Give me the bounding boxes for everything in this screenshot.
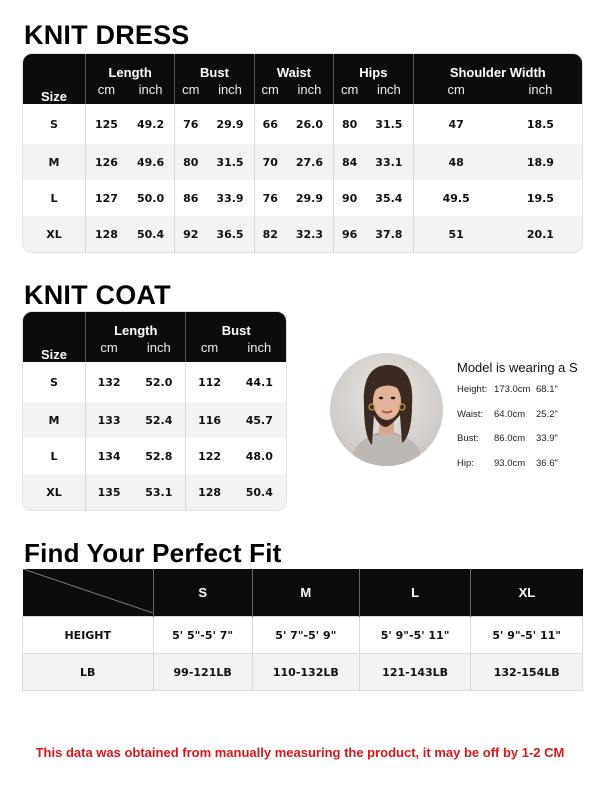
measure-cell: 134: [85, 438, 132, 474]
measure-cell: 76: [174, 104, 206, 144]
model-title: Model is wearing a S: [457, 360, 578, 375]
unit-cm: cm: [413, 80, 499, 104]
unit-inch: inch: [127, 80, 174, 104]
fit-cell: 5' 5"-5' 7": [153, 617, 252, 654]
measure-cell: 112: [185, 362, 232, 402]
model-info: [457, 360, 597, 482]
dress-title: KNIT DRESS: [24, 20, 190, 50]
measure-cell: 18.9: [499, 144, 582, 180]
unit-cm: cm: [85, 338, 132, 362]
model-inch: 36.6": [536, 457, 558, 469]
measure-cell: 127: [85, 180, 127, 216]
fit-corner-cell: [23, 569, 154, 617]
measure-cell: 126: [85, 144, 127, 180]
unit-inch: inch: [206, 80, 253, 104]
measurement-disclaimer: This data was obtained from manually measuring the product, it may be off by 1-2 CM: [35, 745, 565, 760]
measure-cell: 37.8: [365, 216, 412, 252]
measure-cell: 44.1: [245, 375, 273, 389]
table-row: [23, 144, 582, 180]
fit-row-height: [23, 617, 583, 654]
measure-cell: 52.4: [132, 402, 185, 438]
measure-cell: 19.5: [526, 191, 554, 205]
model-hip-row: [457, 458, 597, 483]
model-inch: 25.2": [536, 408, 558, 420]
fit-cell: 5' 7"-5' 9": [252, 617, 359, 654]
measure-cell: 92: [174, 216, 206, 252]
measure-cell: 33.9: [216, 191, 244, 205]
measure-cell: 132: [85, 362, 132, 402]
model-inch: 68.1": [536, 384, 558, 395]
size-cell: XL: [23, 474, 85, 510]
measure-cell: 49.2: [136, 117, 165, 131]
fit-size-s: S: [153, 569, 252, 617]
length-header: Length: [85, 54, 174, 80]
fit-row-weight: [23, 654, 583, 691]
unit-inch: inch: [286, 80, 333, 104]
model-label: Height:: [457, 384, 488, 395]
fit-size-xl: XL: [471, 569, 583, 617]
table-row: [23, 216, 582, 252]
measure-cell: 51: [413, 216, 499, 252]
fit-size-l: L: [359, 569, 471, 617]
measure-cell: 53.1: [132, 474, 185, 510]
model-height-row: [457, 384, 597, 409]
measure-cell: 135: [85, 474, 132, 510]
measure-cell: 50.0: [136, 191, 165, 205]
fit-cell: 110-132LB: [252, 654, 359, 691]
measure-cell: 33.1: [365, 144, 412, 180]
dress-size-table: [22, 53, 583, 253]
table-row: [23, 362, 286, 402]
unit-cm: cm: [174, 80, 206, 104]
fit-cell: 99-121LB: [153, 654, 252, 691]
measure-cell: 80: [333, 104, 365, 144]
fit-row-label: HEIGHT: [23, 617, 154, 654]
unit-inch: inch: [233, 338, 286, 362]
model-cm: 93.0cm: [494, 457, 526, 469]
measure-cell: 52.0: [145, 375, 173, 389]
measure-cell: 48.0: [245, 449, 273, 463]
table-row: [23, 474, 286, 510]
unit-cm: cm: [185, 338, 232, 362]
size-cell: S: [50, 375, 58, 389]
bust-header: Bust: [185, 312, 286, 338]
fit-title: Find Your Perfect Fit: [24, 538, 282, 568]
model-photo: [330, 353, 443, 466]
measure-cell: 36.5: [206, 216, 253, 252]
measure-cell: 29.9: [295, 191, 323, 205]
diagonal-divider-icon: [23, 569, 153, 613]
measure-cell: 76: [254, 180, 286, 216]
measure-cell: 128: [85, 216, 127, 252]
size-cell: S: [50, 117, 58, 131]
measure-cell: 50.4: [233, 474, 286, 510]
measure-cell: 49.5: [413, 180, 499, 216]
fit-cell: 5' 9"-5' 11": [471, 617, 583, 654]
coat-title: KNIT COAT: [24, 280, 171, 310]
measure-cell: 29.9: [216, 117, 244, 131]
measure-cell: 52.8: [145, 449, 173, 463]
table-row: [23, 104, 582, 144]
measure-cell: 49.6: [127, 144, 174, 180]
measure-cell: 35.4: [375, 191, 403, 205]
unit-inch: inch: [365, 80, 412, 104]
model-waist-row: [457, 409, 597, 434]
bust-header: Bust: [174, 54, 253, 80]
hips-header: Hips: [333, 54, 412, 80]
shoulder-width-header: Shoulder Width: [413, 54, 582, 80]
model-cm: 173.0cm: [494, 384, 531, 395]
measure-cell: 82: [254, 216, 286, 252]
measure-cell: 26.0: [295, 117, 323, 131]
measure-cell: 32.3: [286, 216, 333, 252]
measure-cell: 122: [185, 438, 232, 474]
measure-cell: 18.5: [526, 117, 554, 131]
size-cell: M: [23, 144, 85, 180]
unit-inch: inch: [132, 338, 185, 362]
size-cell: L: [50, 191, 58, 205]
size-cell: L: [50, 449, 58, 463]
unit-cm: cm: [85, 80, 127, 104]
table-row: [23, 402, 286, 438]
measure-cell: 96: [333, 216, 365, 252]
measure-cell: 84: [333, 144, 365, 180]
model-label: Bust:: [457, 433, 479, 444]
measure-cell: 31.5: [206, 144, 253, 180]
unit-cm: cm: [333, 80, 365, 104]
unit-cm: cm: [254, 80, 286, 104]
measure-cell: 47: [413, 104, 499, 144]
measure-cell: 90: [333, 180, 365, 216]
coat-size-table: [22, 311, 287, 511]
fit-size-m: M: [252, 569, 359, 617]
measure-cell: 128: [185, 474, 232, 510]
measure-cell: 45.7: [233, 402, 286, 438]
fit-row-label: LB: [23, 654, 154, 691]
coat-table-body: [23, 362, 286, 510]
fit-table: [22, 569, 583, 691]
model-bust-row: [457, 433, 597, 458]
size-header: Size: [23, 312, 85, 362]
model-label: Hip:: [457, 457, 474, 469]
length-header: Length: [85, 312, 185, 338]
table-row: [23, 180, 582, 216]
fit-cell: 132-154LB: [471, 654, 583, 691]
measure-cell: 125: [85, 104, 127, 144]
measure-cell: 31.5: [375, 117, 403, 131]
measure-cell: 20.1: [499, 216, 582, 252]
measure-cell: 116: [185, 402, 232, 438]
measure-cell: 133: [85, 402, 132, 438]
measure-cell: 48: [413, 144, 499, 180]
model-portrait-image: [330, 353, 443, 466]
dress-table-body: [23, 104, 582, 252]
model-cm: 64.0cm: [494, 408, 526, 420]
waist-header: Waist: [254, 54, 333, 80]
model-label: Waist:: [457, 408, 484, 420]
fit-cell: 121-143LB: [359, 654, 471, 691]
measure-cell: 50.4: [127, 216, 174, 252]
size-cell: XL: [23, 216, 85, 252]
measure-cell: 27.6: [286, 144, 333, 180]
measure-cell: 80: [174, 144, 206, 180]
model-cm: 86.0cm: [494, 433, 526, 444]
fit-cell: 5' 9"-5' 11": [359, 617, 471, 654]
size-header: Size: [23, 54, 85, 104]
measure-cell: 86: [174, 180, 206, 216]
model-inch: 33.9": [536, 433, 558, 444]
measure-cell: 66: [254, 104, 286, 144]
table-row: [23, 438, 286, 474]
size-cell: M: [23, 402, 85, 438]
unit-inch: inch: [499, 80, 582, 104]
measure-cell: 70: [254, 144, 286, 180]
